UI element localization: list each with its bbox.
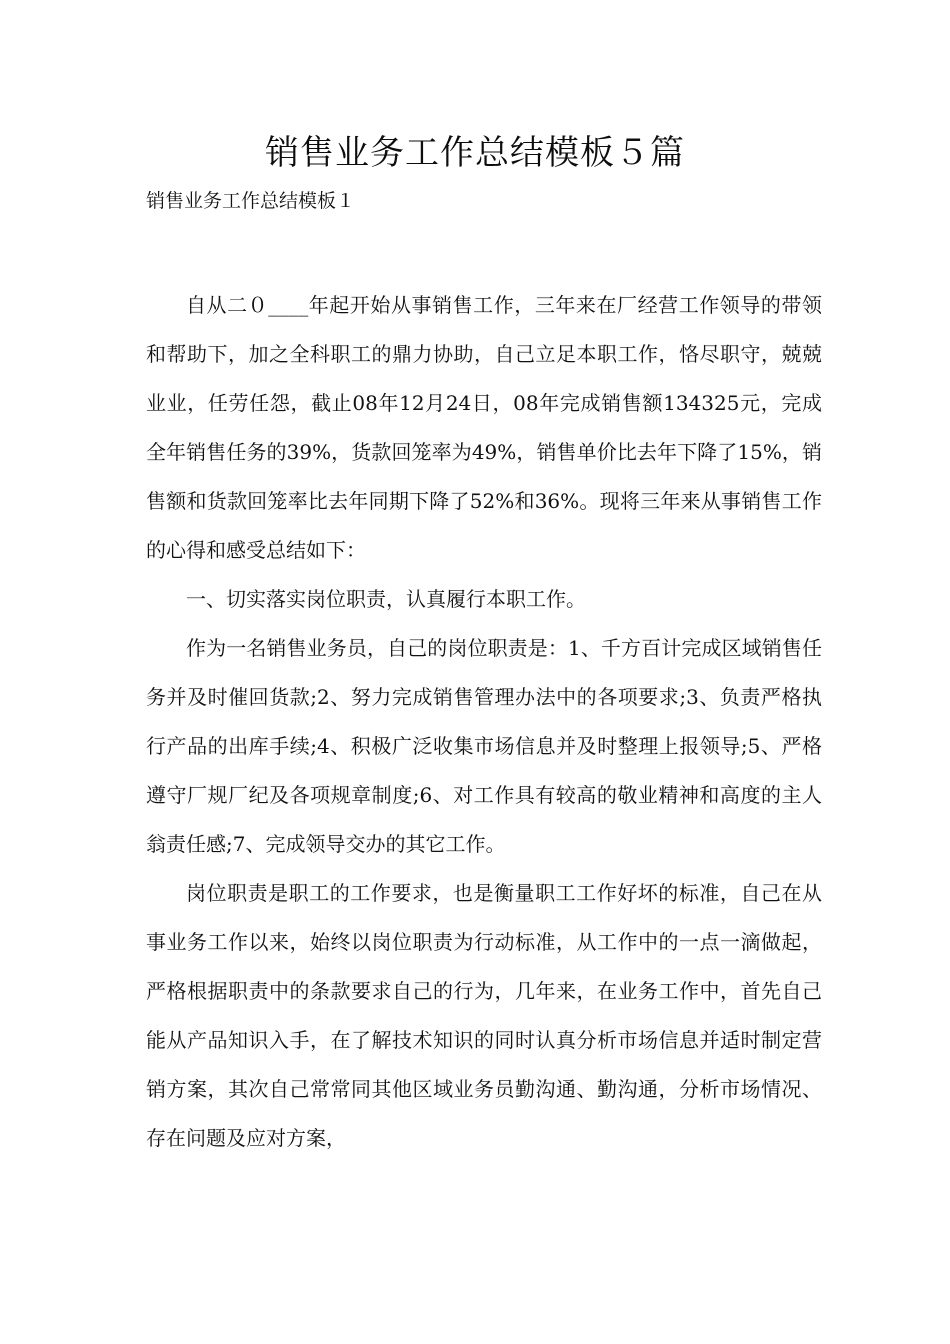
document-body: [146, 281, 822, 1163]
paragraph-duties: 作为一名销售业务员，自己的岗位职责是：1、千方百计完成区域销售任务并及时催回货款;2、努力完成销售管理办法中的各项要求;3、负责严格执行产品的出库手续;4、积极广泛收集市场信息并及时整理上报领导;5、严格遵守厂规厂纪及各项规章制度;6、对工作具有较高的敬业精神和高度的主人翁责任感;7、完成领导交办的其它工作。: [146, 636, 822, 856]
paragraph-standards: 岗位职责是职工的工作要求，也是衡量职工工作好坏的标准，自己在从事业务工作以来，始终以岗位职责为行动标准，从工作中的一点一滴做起，严格根据职责中的条款要求自己的行为，几年来，在业务工作中，首先自己能从产品知识入手，在了解技术知识的同时认真分析市场信息并适时制定营销方案，其次自己常常同其他区域业务员勤沟通、勤沟通，分析市场情况、存在问题及应对方案，: [146, 881, 822, 1150]
paragraph-section-one-heading: 一、切实落实岗位职责，认真履行本职工作。: [186, 587, 586, 611]
document-title: 销售业务工作总结模板５篇: [265, 133, 685, 173]
paragraph-intro: 自从二０____年起开始从事销售工作，三年来在厂经营工作领导的带领和帮助下，加之全科职工的鼎力协助，自己立足本职工作，恪尽职守，兢兢业业，任劳任怨，截止08年12月24日，08年完成销售额134325元，完成全年销售任务的39%，货款回笼率为49%，销售单价比去年下降了15%，销售额和货款回笼率比去年同期下降了52%和36%。现将三年来从事销售工作的心得和感受总结如下：: [146, 293, 822, 562]
section-heading: 销售业务工作总结模板１: [146, 190, 356, 212]
